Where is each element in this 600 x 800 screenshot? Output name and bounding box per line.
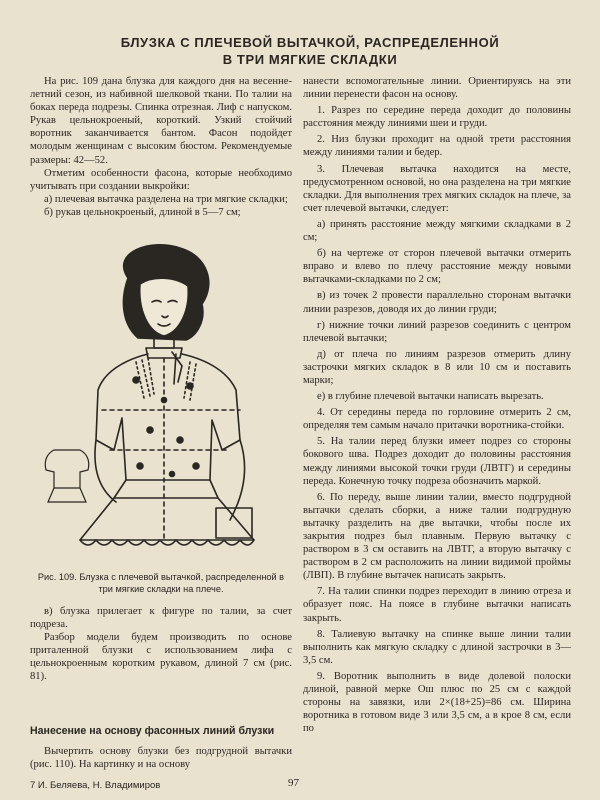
paragraph: Вычертить основу блузки без подгрудной вытачки (рис. 110). На картинку и на основу [30, 746, 292, 771]
left-column-bottom [30, 745, 292, 771]
paragraph: 9. Воротник выполнить в виде долевой полоски длиной, равной мерке Ош плюс по 25 см с каждой стороны на завязки, или 2×(18+25)=86 см. Ширина воротника в готовом виде 3 или 3,5 см, а в крое 8 см, если по [303, 670, 571, 735]
list-item: а) плечевая вытачка разделена на три мягкие складки; [44, 193, 288, 205]
page-number: 97 [288, 777, 299, 789]
paragraph: 8. Талиевую вытачку на спинке выше линии талии выполнить как мягкую складку с длиной застрочки в 3—3,5 см. [303, 628, 571, 666]
title-line-1: БЛУЗКА С ПЛЕЧЕВОЙ ВЫТАЧКОЙ, РАСПРЕДЕЛЕННОЙ [120, 35, 500, 50]
list-item: г) нижние точки линий разрезов соединить с центром плечевой вытачки; [303, 319, 571, 344]
list-item: в) из точек 2 провести параллельно сторонам вытачки линии разрезов, доводя их до линии груди; [303, 290, 571, 315]
list-item: б) рукав цельнокроеный, длиной в 5—7 см; [44, 206, 241, 218]
title-line-2: В ТРИ МЯГКИЕ СКЛАДКИ [222, 52, 398, 67]
left-column-middle [30, 605, 292, 684]
paragraph: Отметим особенности фасона, которые необходимо учитывать при создании выкройки: [30, 167, 292, 192]
paragraph: 4. От середины переда по горловине отмерить 2 см, определяя тем самым начало притачки воротника-стойки. [303, 407, 571, 432]
list-item: а) принять расстояние между мягкими складками в 2 см; [303, 218, 571, 244]
list-item: е) в глубине плечевой вытачки написать вырезать. [317, 391, 544, 403]
paragraph: 3. Плечевая вытачка находится на месте, предусмотренном основой, но она разделена на три мягкие складки. Для выполнения трех мягких складок на плече, за счет плечевой вытачки, следует: [303, 163, 571, 214]
page-title [60, 34, 560, 68]
paragraph: Разбор модели будем производить по основе приталенной блузки с использованием лифа с цельнокроенным коротким рукавом, длиной 7 см (рис. 81). [30, 632, 292, 683]
right-column [303, 75, 571, 735]
paragraph: 2. Низ блузки проходит на одной трети расстояния между линиями талии и бедер. [303, 134, 571, 159]
figure-caption: Рис. 109. Блузка с плечевой вытачкой, распределенной в три мягкие складки на плече. [37, 572, 285, 594]
paragraph: 6. По переду, выше линии талии, вместо подгрудной вытачки сделать сборки, а ниже талии подгрудную вытачку разделить на две вытачки, чтобы после их закрытия подрез был плавным. Первую вытачку с раствором в 3 см оставить на ЛВТГ, а вторую вытачку с раствором в 2 см расположить на линии видимой проймы (ЛВП). В глубине вытачек написать закрыть. [303, 491, 571, 582]
section-heading: Нанесение на основу фасонных линий блузки [30, 725, 275, 737]
list-item: д) от плеча по линиям разрезов отмерить длину застрочки мягких складок в 8 или 10 см и поставить марки; [303, 348, 571, 386]
footer-authors: 7 И. Беляева, Н. Владимиров [30, 780, 161, 791]
list-item: б) на чертеже от сторон плечевой вытачки отмерить вправо и влево по плечу расстояние между новыми вытачками-складками по 2 см; [303, 248, 571, 286]
paragraph: 5. На талии перед блузки имеет подрез со стороны бокового шва. Подрез доходит до половины расстояния между линиями высокой точки груди (ЛВТГ) и середины переда. Конечную точку подреза обозначить маркой. [303, 436, 571, 487]
paragraph: 7. На талии спинки подрез переходит в линию отреза и образует пояс. На поясе в глубине вытачки написать закрыть. [303, 586, 571, 624]
paragraph: На рис. 109 дана блузка для каждого дня на весенне-летний сезон, из набивной шелковой ткани. По талии на боках переда подрезы. Спинка отрезная. Лиф с напуском. Рукав цельнокроеный, короткий. Узкий стойчий воротник заканчивается бантом. Фасон подойдет молодым женщинам с высоким бюстом. Рекомендуемые размеры: 42—52. [30, 76, 292, 166]
list-item: в) блузка прилегает к фигуре по талии, за счет подреза. [30, 606, 292, 631]
left-column-top [30, 75, 292, 219]
paragraph: нанести вспомогательные линии. Ориентируясь на эти линии перенести фасон на основу. [303, 76, 571, 101]
blouse-illustration [40, 240, 280, 570]
paragraph: 1. Разрез по середине переда доходит до половины расстояния между линиями шеи и груди. [303, 105, 571, 130]
